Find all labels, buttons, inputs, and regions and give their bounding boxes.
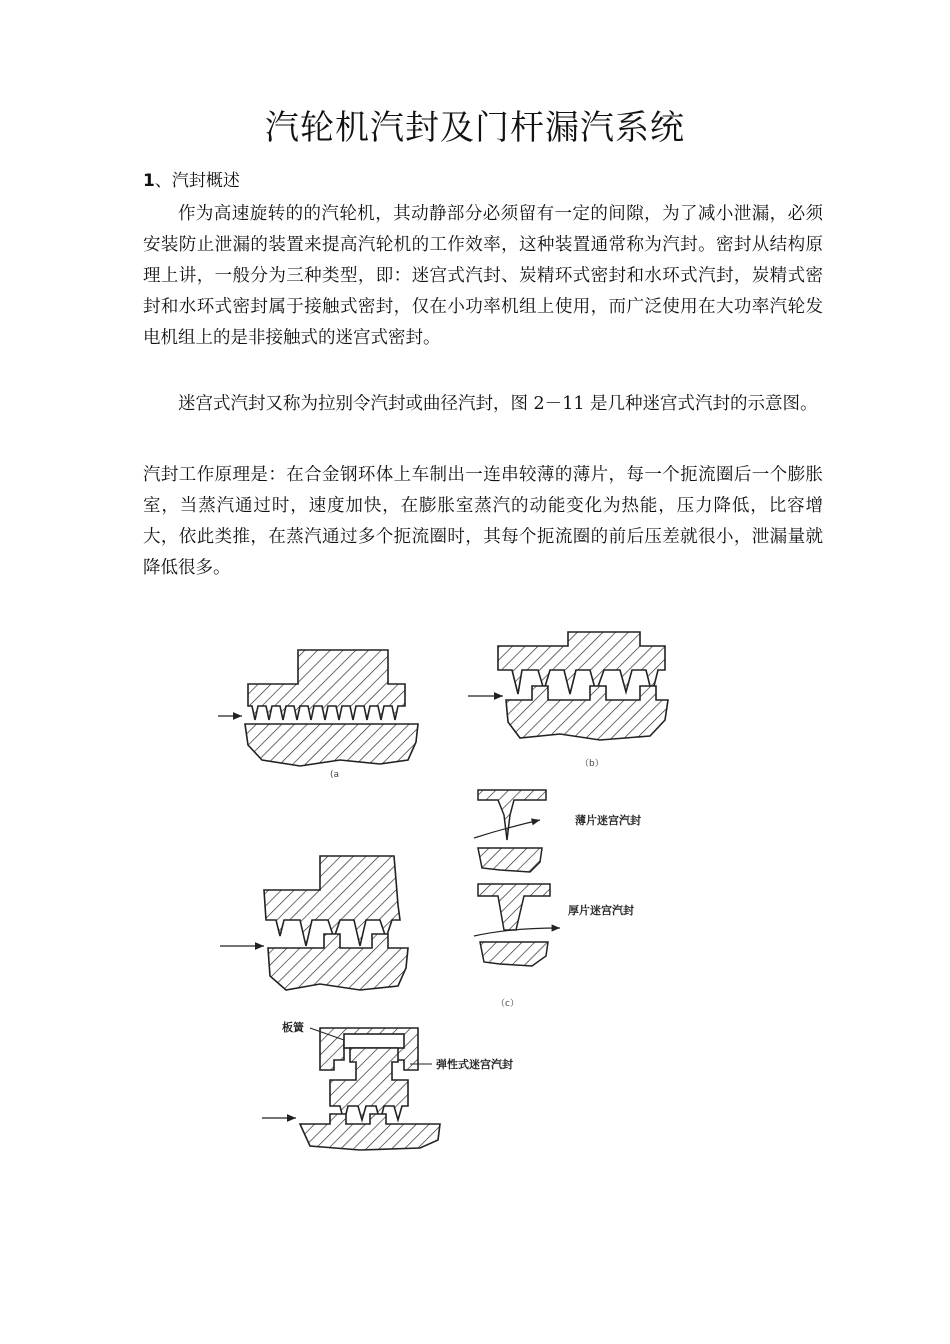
- paragraph-labyrinth: 迷宫式汽封又称为拉别令汽封或曲径汽封，图 2－11 是几种迷宫式汽封的示意图。: [178, 394, 818, 414]
- elastic-seal-label: 弹性式迷宫汽封: [436, 1058, 513, 1071]
- thin-seal-label: 薄片迷宫汽封: [575, 814, 641, 827]
- seal-diagram-c: [220, 856, 408, 990]
- thick-seal-label: 厚片迷宫汽封: [568, 904, 634, 917]
- document-title: 汽轮机汽封及门杆漏汽系统: [265, 108, 685, 148]
- elastic-seal-diagram: [262, 1028, 440, 1150]
- spring-plate-label: 板簧: [282, 1021, 304, 1034]
- section-number: 1: [143, 171, 155, 191]
- seal-diagram-b: [468, 632, 668, 740]
- thick-fin-seal-diagram: [474, 884, 560, 966]
- seal-diagram-a: [218, 650, 418, 766]
- figure-label-c: （c）: [496, 999, 519, 1009]
- paragraph-overview: 作为高速旋转的的汽轮机，其动静部分必须留有一定的间隙，为了减小泄漏，必须安装防止泄漏的装置来提高汽轮机的工作效率，这种装置通常称为汽封。密封从结构原理上讲，一般分为三种类型，即：迷宫式汽封、炭精环式密封和水环式汽封，炭精式密封和水环式密封属于接触式密封，仅在小功率机组上使用，而广泛使用在大功率汽轮发电机组上的是非接触式的迷宫式密封。: [143, 204, 823, 348]
- figure-label-a: (a: [330, 770, 340, 780]
- section-title: 汽封概述: [171, 171, 240, 191]
- section-separator: 、: [154, 171, 172, 191]
- thin-fin-seal-diagram: [474, 790, 546, 872]
- paragraph-principle: 汽封工作原理是：在合金钢环体上车制出一连串较薄的薄片，每一个扼流圈后一个膨胀室，当蒸汽通过时，速度加快，在膨胀室蒸汽的动能变化为热能，压力降低，比容增大，依此类推，在蒸汽通过多个扼流圈时，其每个扼流圈的前后压差就很小，泄漏量就降低很多。: [143, 465, 823, 578]
- figure-label-b: （b）: [580, 759, 604, 769]
